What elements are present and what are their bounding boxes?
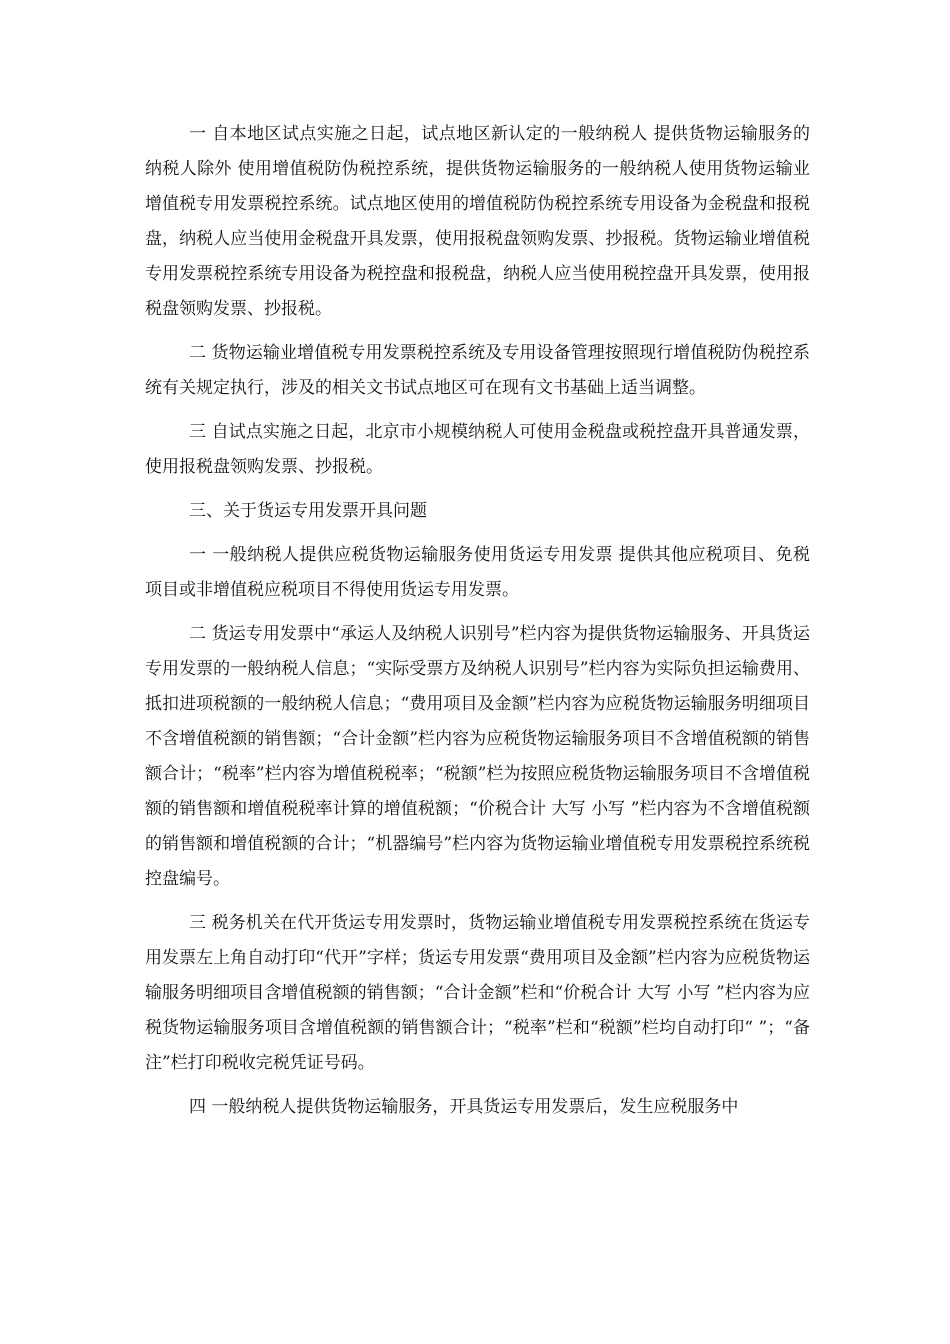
- paragraph-gap: [145, 485, 810, 494]
- paragraph-item-7: 四 一般纳税人提供货物运输服务，开具货运专用发票后，发生应税服务中: [189, 1097, 739, 1117]
- paragraph-gap: [145, 1081, 810, 1090]
- paragraph-gap: [145, 406, 810, 415]
- paragraph-gap: [145, 327, 810, 336]
- paragraph-item-6: 三 税务机关在代开货运专用发票时，货物运输业增值税专用发票税控系统在货运专用发票左上角自动打印“代开”字样；货运专用发票“费用项目及金额”栏内容为应税货物运输服务明细项目含增值税额的销售额；“合计金额”栏和“价税合计 大写 小写 ”栏内容为应税货物运输服务项目含增值税额的销售额合计；“税率”栏和“税额”栏均自动打印“ ”；“备注”栏打印税收完税凭证号码。: [145, 913, 810, 1073]
- paragraph-gap: [145, 897, 810, 906]
- paragraph-gap: [145, 529, 810, 538]
- paragraph-gap: [145, 608, 810, 617]
- paragraph-item-1: 一 自本地区试点实施之日起，试点地区新认定的一般纳税人 提供货物运输服务的纳税人除外 使用增值税防伪税控系统，提供货物运输服务的一般纳税人使用货物运输业增值税专用发票税控系统。试点地区使用的增值税防伪税控系统专用设备为金税盘和报税盘，纳税人应当使用金税盘开具发票，使用报税盘领购发票、抄报税。货物运输业增值税专用发票税控系统专用设备为税控盘和报税盘，纳税人应当使用税控盘开具发票，使用报税盘领购发票、抄报税。: [145, 124, 810, 319]
- paragraph-item-2: 二 货物运输业增值税专用发票税控系统及专用设备管理按照现行增值税防伪税控系统有关规定执行，涉及的相关文书试点地区可在现有文书基础上适当调整。: [145, 343, 810, 398]
- section-heading: 三、关于货运专用发票开具问题: [189, 501, 427, 521]
- paragraph-item-5: 二 货运专用发票中“承运人及纳税人识别号”栏内容为提供货物运输服务、开具货运专用发票的一般纳税人信息；“实际受票方及纳税人识别号”栏内容为实际负担运输费用、抵扣进项税额的一般纳税人信息；“费用项目及金额”栏内容为应税货物运输服务明细项目不含增值税额的销售额；“合计金额”栏内容为应税货物运输服务项目不含增值税额的销售额合计；“税率”栏内容为增值税税率；“税额”栏为按照应税货物运输服务项目不含增值税额的销售额和增值税税率计算的增值税额；“价税合计 大写 小写 ”栏内容为不含增值税额的销售额和增值税额的合计；“机器编号”栏内容为货物运输业增值税专用发票税控系统税控盘编号。: [145, 624, 810, 889]
- document-body: [145, 117, 810, 1125]
- paragraph-item-3: 三 自试点实施之日起，北京市小规模纳税人可使用金税盘或税控盘开具普通发票，使用报税盘领购发票、抄报税。: [145, 422, 810, 477]
- paragraph-item-4: 一 一般纳税人提供应税货物运输服务使用货运专用发票 提供其他应税项目、免税项目或非增值税应税项目不得使用货运专用发票。: [145, 545, 810, 600]
